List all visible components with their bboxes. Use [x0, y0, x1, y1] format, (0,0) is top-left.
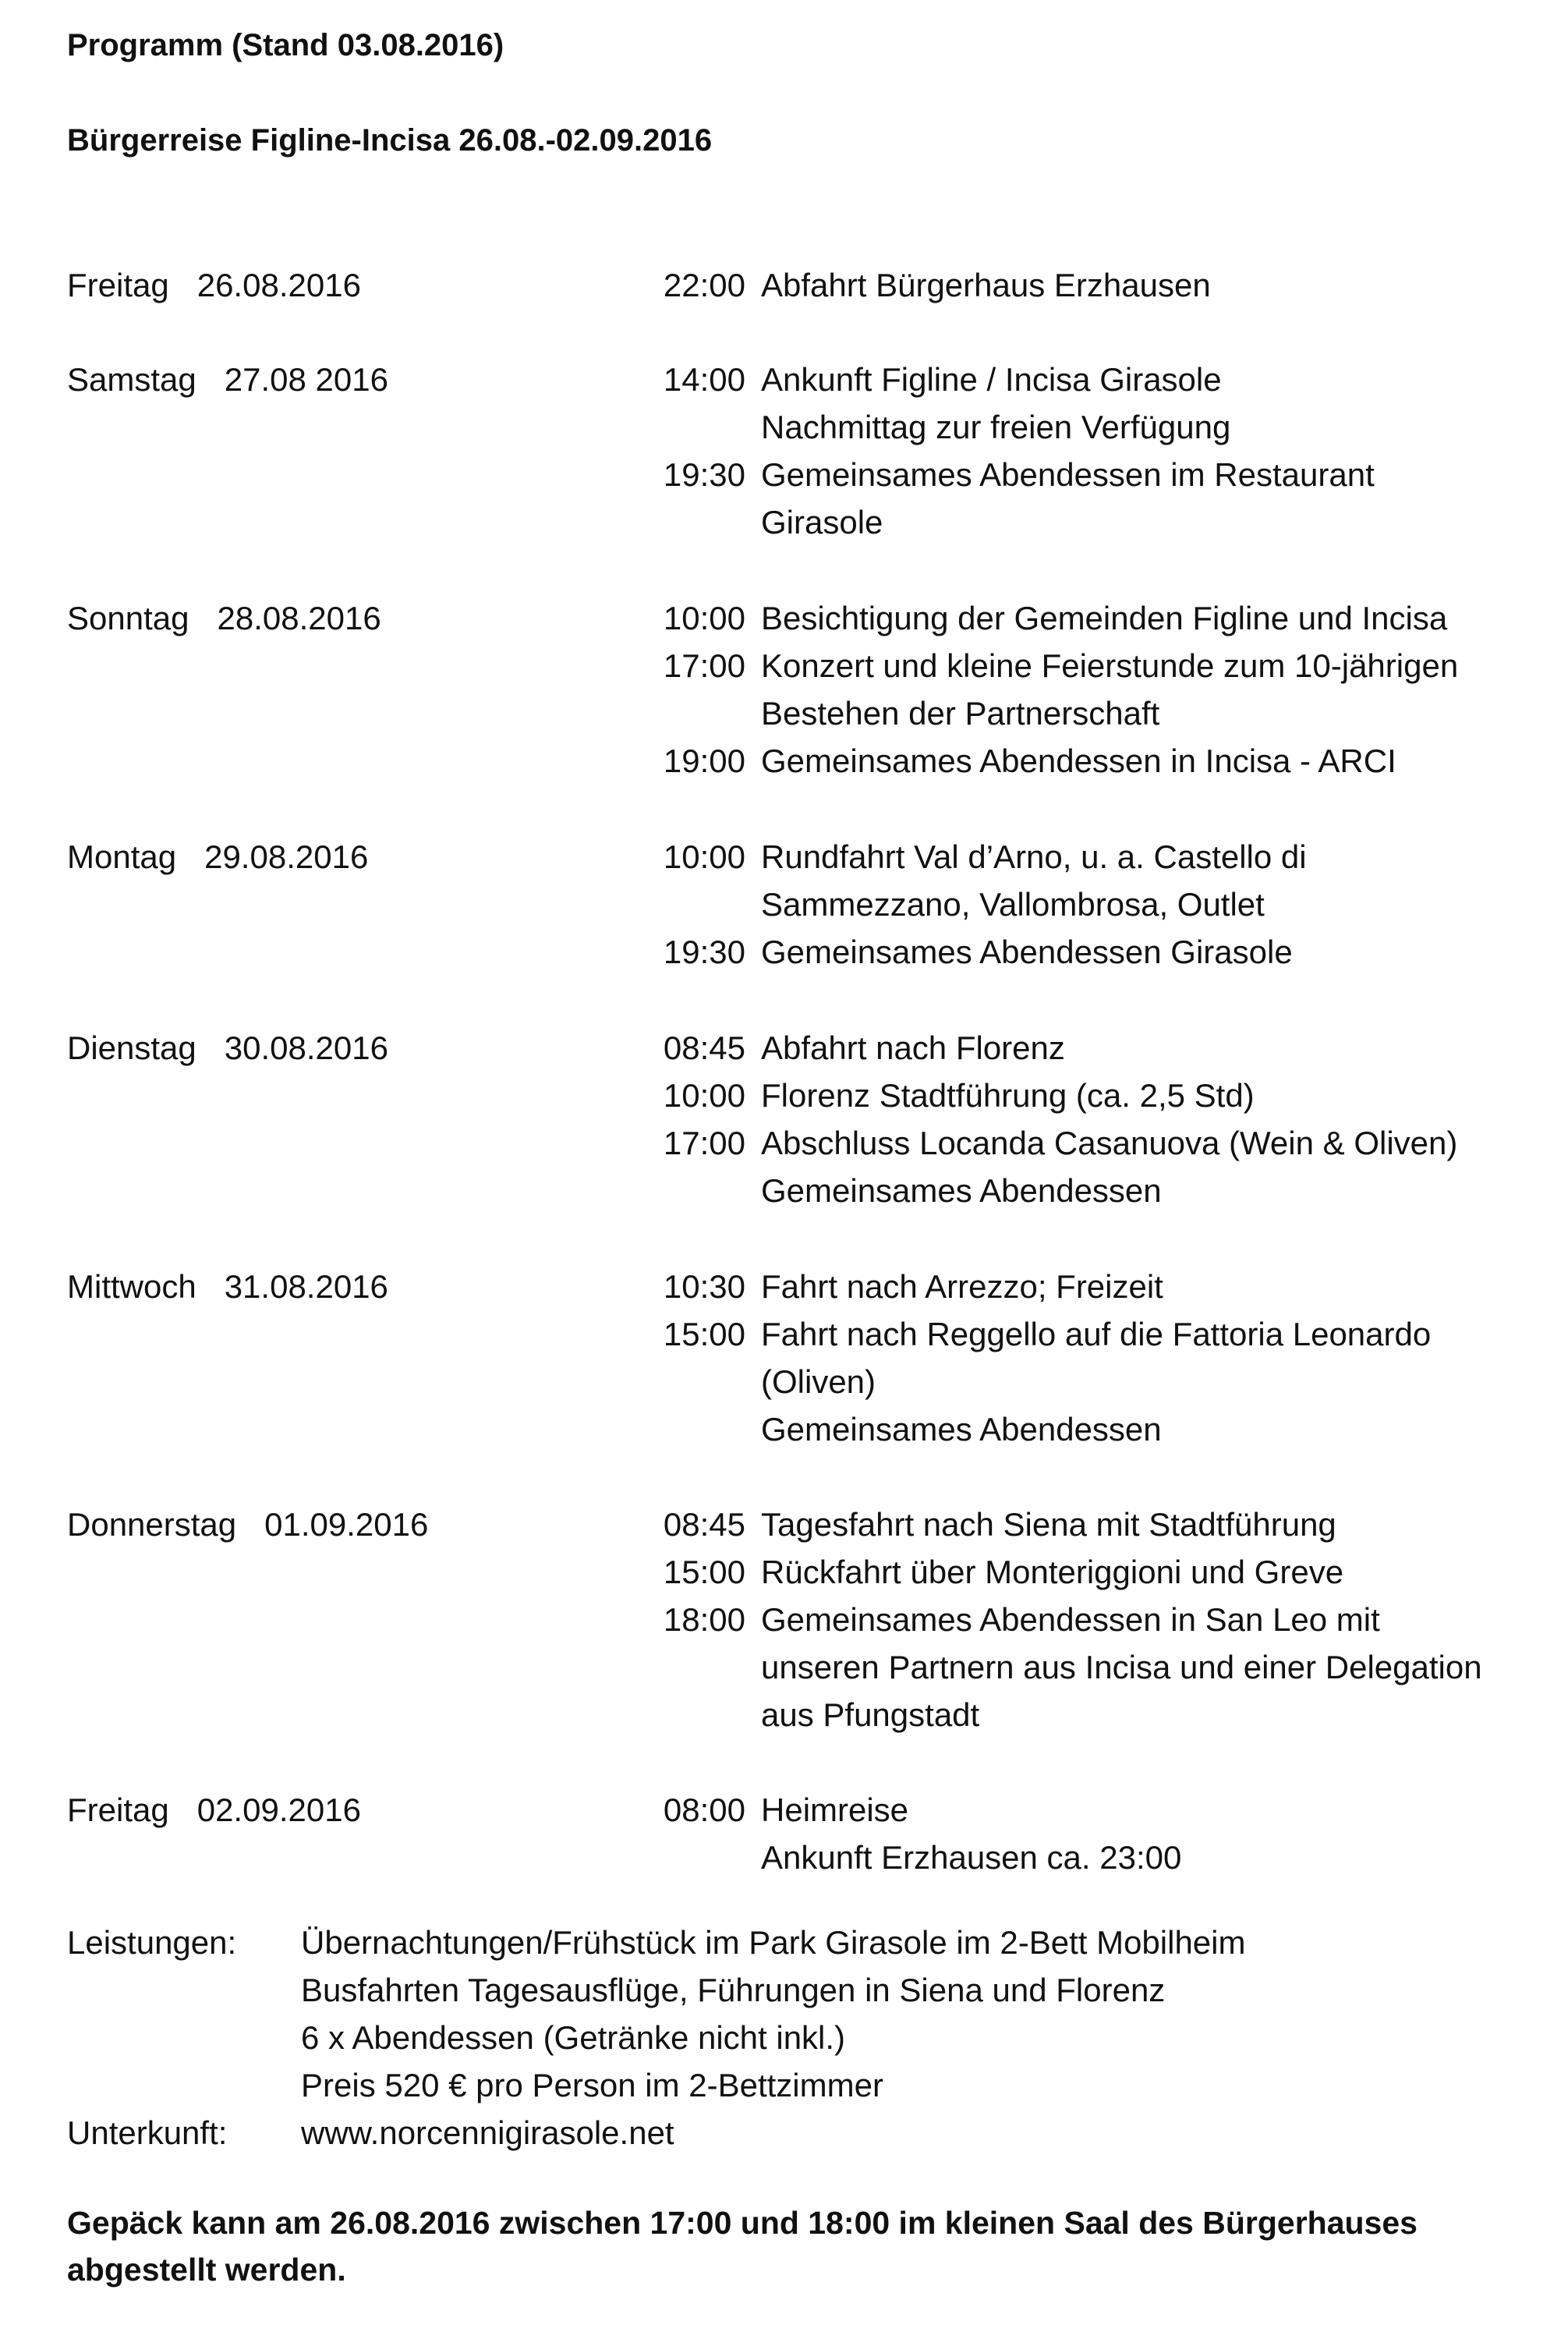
- event-description: [761, 928, 1541, 976]
- event-time: 08:45: [663, 1030, 745, 1066]
- luggage-note: Gepäck kann am 26.08.2016 zwischen 17:00 und 18:00 im kleinen Saal des Bürgerhauses abgestellt werden.: [67, 2205, 1418, 2288]
- schedule-event: [644, 1501, 1541, 1548]
- day-date: 01.09.2016: [264, 1506, 429, 1543]
- event-description: [761, 1072, 1541, 1119]
- day-events: [644, 261, 1541, 309]
- event-description: [761, 1501, 1541, 1548]
- event-line: Abschluss Locanda Casanuova (Wein & Oliven): [761, 1125, 1458, 1161]
- day-label: [67, 1501, 428, 1548]
- schedule-event: [644, 833, 1541, 928]
- schedule-event: [644, 737, 1541, 785]
- services-label: Leistungen:: [67, 1924, 237, 1961]
- weekday: Samstag: [67, 361, 196, 398]
- schedule-event: [644, 1119, 1541, 1214]
- event-line: Besichtigung der Gemeinden Figline und Incisa: [761, 600, 1448, 636]
- event-time: 22:00: [663, 267, 745, 303]
- services-line: Preis 520 € pro Person im 2-Bettzimmer: [301, 2067, 883, 2103]
- day-label: [67, 261, 361, 309]
- event-line: unseren Partnern aus Incisa und einer Delegation: [761, 1649, 1482, 1685]
- day-events: [644, 594, 1541, 785]
- day-date: 30.08.2016: [224, 1030, 388, 1066]
- schedule-event: [644, 1024, 1541, 1072]
- event-description: [761, 1263, 1541, 1310]
- schedule-event: [644, 1072, 1541, 1119]
- event-time: 19:30: [663, 934, 745, 970]
- weekday: Freitag: [67, 267, 169, 303]
- day-events: [644, 833, 1541, 976]
- event-time: 08:45: [663, 1506, 745, 1543]
- event-description: [761, 1548, 1541, 1596]
- event-line: Gemeinsames Abendessen in Incisa - ARCI: [761, 742, 1396, 779]
- event-description: [761, 1596, 1541, 1738]
- event-line: Gemeinsames Abendessen: [761, 1411, 1162, 1448]
- event-description: [761, 642, 1541, 737]
- services-line: Busfahrten Tagesausflüge, Führungen in Siena und Florenz: [301, 1972, 1166, 2008]
- event-line: Rückfahrt über Monteriggioni und Greve: [761, 1554, 1344, 1590]
- event-description: [761, 261, 1541, 309]
- event-time: 17:00: [663, 647, 745, 684]
- day-date: 02.09.2016: [196, 1791, 361, 1828]
- event-line: Tagesfahrt nach Siena mit Stadtführung: [761, 1506, 1336, 1543]
- event-time: 18:00: [663, 1601, 745, 1638]
- day-label: [67, 356, 388, 403]
- schedule-event: [644, 642, 1541, 737]
- event-time: 19:30: [663, 456, 745, 493]
- event-line: Gemeinsames Abendessen Girasole: [761, 934, 1293, 970]
- event-line: Sammezzano, Vallombrosa, Outlet: [761, 886, 1265, 923]
- day-label: [67, 594, 381, 642]
- event-line: Nachmittag zur freien Verfügung: [761, 409, 1231, 445]
- event-line: Fahrt nach Arrezzo; Freizeit: [761, 1268, 1163, 1305]
- event-description: [761, 833, 1541, 928]
- schedule-event: [644, 1310, 1541, 1453]
- day-label: [67, 833, 368, 881]
- event-line: Ankunft Erzhausen ca. 23:00: [761, 1839, 1182, 1876]
- schedule-event: [644, 1263, 1541, 1310]
- day-date: 31.08.2016: [224, 1268, 388, 1305]
- day-events: [644, 1024, 1541, 1214]
- schedule-event: [644, 1596, 1541, 1738]
- event-line: Abfahrt Bürgerhaus Erzhausen: [761, 267, 1211, 303]
- event-description: [761, 356, 1541, 451]
- day-events: [644, 1263, 1541, 1453]
- event-time: 19:00: [663, 742, 745, 779]
- day-events: [644, 1786, 1541, 1881]
- day-events: [644, 1501, 1541, 1738]
- event-line: Bestehen der Partnerschaft: [761, 695, 1160, 732]
- weekday: Freitag: [67, 1791, 169, 1828]
- day-label: [67, 1786, 361, 1834]
- day-date: 27.08 2016: [224, 361, 388, 398]
- schedule-event: [644, 451, 1541, 546]
- event-line: Ankunft Figline / Incisa Girasole: [761, 361, 1222, 398]
- day-events: [644, 356, 1541, 546]
- event-time: 10:00: [663, 838, 745, 875]
- event-time: 10:00: [663, 600, 745, 636]
- day-date: 26.08.2016: [196, 267, 361, 303]
- schedule-event: [644, 1548, 1541, 1596]
- services-line: Übernachtungen/Frühstück im Park Girasole im 2-Bett Mobilheim: [301, 1924, 1246, 1961]
- accommodation-label: Unterkunft:: [67, 2114, 228, 2151]
- schedule-event: [644, 928, 1541, 976]
- event-time: 10:30: [663, 1268, 745, 1305]
- event-line: aus Pfungstadt: [761, 1696, 980, 1733]
- accommodation-url: www.norcennigirasole.net: [301, 2114, 674, 2151]
- schedule-event: [644, 261, 1541, 309]
- event-line: Abfahrt nach Florenz: [761, 1030, 1065, 1066]
- event-time: 15:00: [663, 1316, 745, 1352]
- event-description: [761, 1310, 1541, 1453]
- event-line: Girasole: [761, 504, 883, 540]
- event-line: Konzert und kleine Feierstunde zum 10-jährigen: [761, 647, 1459, 684]
- event-line: Heimreise: [761, 1791, 909, 1828]
- event-time: 15:00: [663, 1554, 745, 1590]
- event-line: Gemeinsames Abendessen im Restaurant: [761, 456, 1375, 493]
- weekday: Dienstag: [67, 1030, 196, 1066]
- event-line: Gemeinsames Abendessen: [761, 1172, 1162, 1209]
- weekday: Donnerstag: [67, 1506, 237, 1543]
- event-description: [761, 1786, 1541, 1881]
- schedule-event: [644, 594, 1541, 642]
- event-line: Fahrt nach Reggello auf die Fattoria Leonardo: [761, 1316, 1432, 1352]
- day-date: 29.08.2016: [204, 838, 369, 875]
- event-description: [761, 451, 1541, 546]
- schedule-event: [644, 1786, 1541, 1881]
- event-line: Florenz Stadtführung (ca. 2,5 Std): [761, 1077, 1255, 1114]
- event-line: Gemeinsames Abendessen in San Leo mit: [761, 1601, 1380, 1638]
- weekday: Montag: [67, 838, 177, 875]
- event-time: 08:00: [663, 1791, 745, 1828]
- weekday: Sonntag: [67, 600, 189, 636]
- event-description: [761, 737, 1541, 785]
- event-description: [761, 594, 1541, 642]
- day-date: 28.08.2016: [217, 600, 381, 636]
- event-line: Rundfahrt Val d’Arno, u. a. Castello di: [761, 838, 1307, 875]
- event-time: 14:00: [663, 361, 745, 398]
- event-line: (Oliven): [761, 1363, 876, 1400]
- services-line: 6 x Abendessen (Getränke nicht inkl.): [301, 2019, 846, 2056]
- day-label: [67, 1263, 388, 1310]
- trip-title: Bürgerreise Figline-Incisa 26.08.-02.09.2016: [67, 123, 713, 158]
- event-description: [761, 1024, 1541, 1072]
- schedule-event: [644, 356, 1541, 451]
- event-time: 10:00: [663, 1077, 745, 1114]
- weekday: Mittwoch: [67, 1268, 196, 1305]
- document-title: Programm (Stand 03.08.2016): [67, 28, 504, 62]
- event-time: 17:00: [663, 1125, 745, 1161]
- day-label: [67, 1024, 388, 1072]
- event-description: [761, 1119, 1541, 1214]
